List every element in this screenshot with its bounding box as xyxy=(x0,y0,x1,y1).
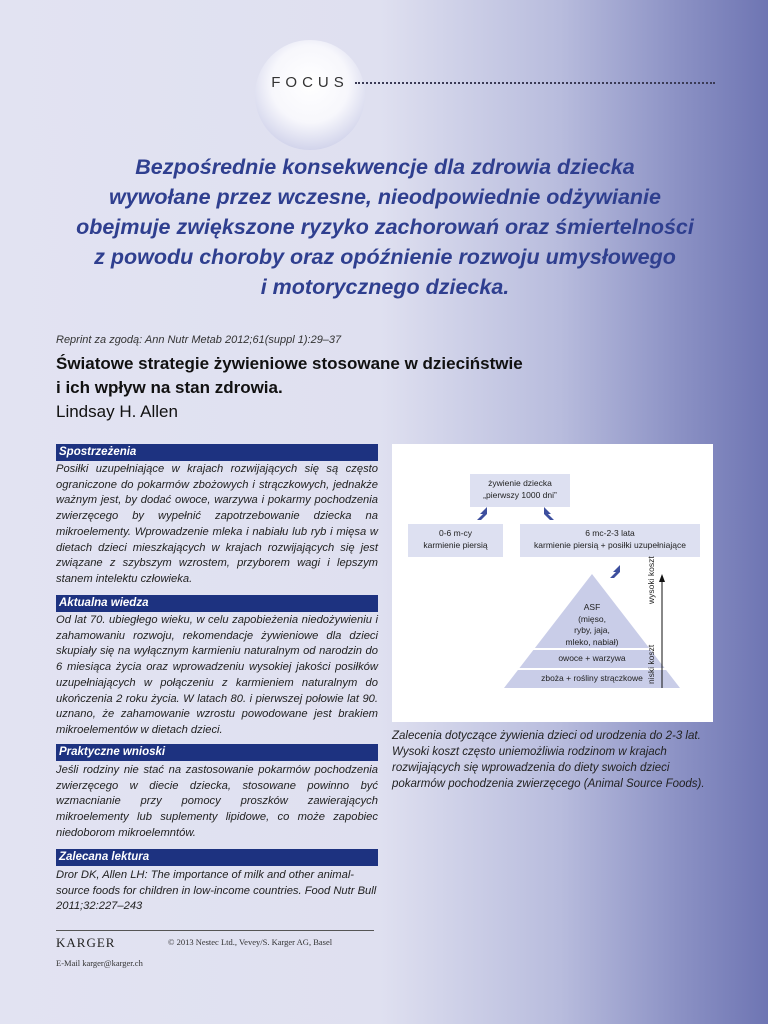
diagram-text: (mięso, xyxy=(578,613,606,624)
diagram-text: 6 mc-2-3 lata xyxy=(585,528,635,538)
headline-line: Bezpośrednie konsekwencje dla zdrowia dziecka xyxy=(135,155,635,179)
diagram-text: 0-6 m-cy xyxy=(438,528,473,538)
article-title-line: Światowe strategie żywieniowe stosowane w dzieciństwie xyxy=(56,354,523,373)
headline-line: obejmuje zwiększone ryzyko zachorowań oraz śmiertelności xyxy=(76,215,694,239)
footer-rule xyxy=(56,930,374,931)
diagram-text: żywienie dziecka xyxy=(488,478,552,488)
focus-label: FOCUS xyxy=(271,74,349,91)
section-body-observations: Posiłki uzupełniające w krajach rozwijających się są często ograniczone do pokarmów zbożowych i strączkowych, jednakże ważnym jest, by dodać owoce, warzywa i pokarmy pochodzenia zwierzęcego by wypełnić zapotrzebowanie dziecka na mikroelementy. Wprowadzenie mleka i nabiału lub ryb i mięsa w dietach dzieci mieszkających w krajach rozwijających się jest związane z szybszym wzrostem, przyborem wagi i lepszym stanem intelektu człowieka. xyxy=(56,463,378,585)
section-body-reading: Dror DK, Allen LH: The importance of milk and other animal-source foods for children in low-income countries. Food Nutr Bull 2011;32:227–243 xyxy=(56,869,377,913)
section-heading-observations: Spostrzeżenia xyxy=(56,444,378,461)
copyright-note: © 2013 Nestec Ltd., Vevey/S. Karger AG, Basel xyxy=(168,937,333,947)
headline xyxy=(40,152,730,302)
section-body-current-knowledge: Od lat 70. ubiegłego wieku, w celu zapobieżenia niedożywieniu i zahamowaniu rozwoju, rekomendacje żywieniowe dla dzieci skupiały się na wyłącznym karmieniu naturalnym od narodzin do 6 miesiąca życia oraz wprowadzeniu wysokiej jakości posiłków uzupełniających w połączeniu z karmieniem naturalnym do ukończenia 2 roku życia. W latach 80. i pierwszej połowie lat 90. uznano, że zahamowanie wzrostu powodowane jest brakiem mikroelementów w dietach dzieci. xyxy=(56,614,378,736)
arrow-down-right-icon xyxy=(544,507,554,520)
section-heading-current-knowledge: Aktualna wiedza xyxy=(56,595,378,612)
pyramid-bottom-label: zboża + rośliny strączkowe xyxy=(541,673,643,683)
diagram-text: karmienie piersią + posiłki uzupełniające xyxy=(534,540,686,550)
diagram-text: ASF xyxy=(583,602,601,612)
axis-low-label: niski koszt xyxy=(646,644,656,684)
diagram-caption: Zalecenia dotyczące żywienia dzieci od urodzenia do 2-3 lat. Wysoki koszt często uniemożliwia rodzinom w krajach rozwijających się wprowadzenia do diety swoich dzieci pokarmów pochodzenia zwierzęcego (Animal Source Foods). xyxy=(392,730,705,790)
diagram-text: mleko, nabiał) xyxy=(565,636,619,647)
article-title-line: i ich wpływ na stan zdrowia. xyxy=(56,378,283,397)
cost-axis-arrow-icon xyxy=(659,574,665,582)
diagram-text: ryby, jaja, xyxy=(574,625,610,635)
section-heading-practical: Praktyczne wnioski xyxy=(56,744,378,761)
focus-dotted-rule xyxy=(355,82,715,84)
arrow-to-pyramid-icon xyxy=(610,565,620,578)
pyramid-mid-label: owoce + warzywa xyxy=(558,653,626,663)
feeding-diagram xyxy=(392,444,713,722)
article-title xyxy=(56,352,616,400)
reprint-note: Reprint za zgodą: Ann Nutr Metab 2012;61(suppl 1):29–37 xyxy=(56,334,342,346)
diagram-text: „pierwszy 1000 dni” xyxy=(483,490,557,500)
author-name: Lindsay H. Allen xyxy=(56,402,178,421)
headline-line: wywołane przez wczesne, nieodpowiednie odżywianie xyxy=(109,185,661,209)
axis-high-label: wysoki koszt xyxy=(646,556,656,604)
headline-line: i motorycznego dziecka. xyxy=(260,275,510,299)
focus-badge xyxy=(255,40,365,150)
section-heading-reading: Zalecana lektura xyxy=(56,849,378,866)
headline-line: z powodu choroby oraz opóźnienie rozwoju umysłowego xyxy=(94,245,676,269)
arrow-down-left-icon xyxy=(477,507,487,520)
pyramid-top-label xyxy=(558,602,626,648)
section-body-practical: Jeśli rodziny nie stać na zastosowanie pokarmów pochodzenia zwierzęcego w diecie dziecka, stosowane powinno być wzmacnianie przy pomocy proszków zawierających mikroelementy lub suplementy lipidowe, co może zapobiec niedoborom mikroelemntów. xyxy=(56,764,378,839)
karger-logo: KARGER xyxy=(56,935,116,950)
contact-email[interactable]: E-Mail karger@karger.ch xyxy=(56,958,143,968)
diagram-text: karmienie piersią xyxy=(423,540,488,550)
